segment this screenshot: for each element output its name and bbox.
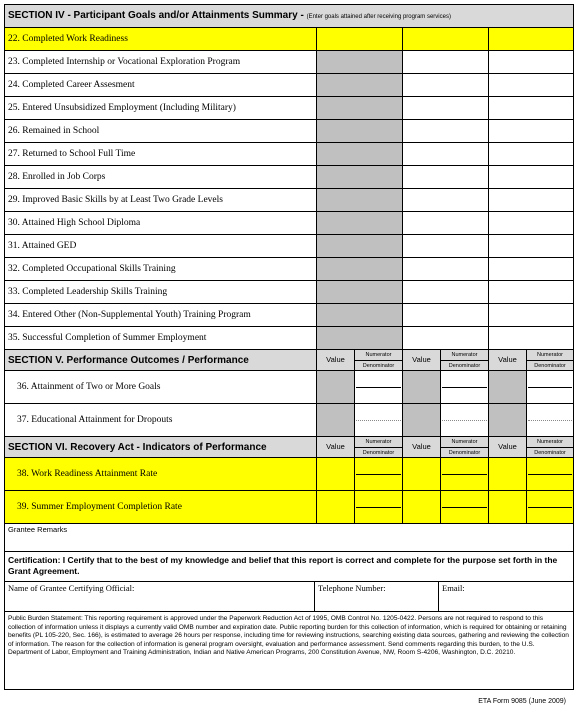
goal-label: 29. Improved Basic Skills by at Least Two Grade Levels — [5, 189, 317, 211]
goal-entry-2[interactable] — [403, 258, 489, 280]
goal-entry-3[interactable] — [489, 327, 573, 349]
section-iv-row — [4, 258, 574, 281]
grantee-remarks-field[interactable] — [4, 524, 574, 552]
numden-header-5: Numerator Denominator — [441, 437, 489, 457]
telephone-label: Telephone Number: — [318, 583, 386, 593]
goal-entry-3[interactable] — [489, 28, 573, 50]
goal-entry-3[interactable] — [489, 97, 573, 119]
section-iv-row — [4, 166, 574, 189]
goal-entry-2[interactable] — [403, 166, 489, 188]
numerator-denominator-field[interactable] — [527, 491, 573, 523]
numerator-denominator-field[interactable] — [355, 491, 403, 523]
grantee-remarks-label: Grantee Remarks — [8, 525, 68, 534]
value-header-1: Value — [317, 350, 355, 370]
section-iv-row — [4, 120, 574, 143]
goal-entry-2[interactable] — [403, 97, 489, 119]
goal-entry-3[interactable] — [489, 51, 573, 73]
section-iv-row — [4, 74, 574, 97]
section-iv-row — [4, 28, 574, 51]
goal-label: 32. Completed Occupational Skills Training — [5, 258, 317, 280]
goal-entry-3[interactable] — [489, 143, 573, 165]
goal-label: 23. Completed Internship or Vocational Exploration Program — [5, 51, 317, 73]
goal-label: 25. Entered Unsubsidized Employment (Including Military) — [5, 97, 317, 119]
measure-label: 39. Summer Employment Completion Rate — [5, 491, 317, 523]
numden-header-2: Numerator Denominator — [441, 350, 489, 370]
value-field[interactable] — [317, 404, 355, 436]
value-field[interactable] — [403, 491, 441, 523]
goal-entry-3[interactable] — [489, 189, 573, 211]
goal-entry-1 — [317, 304, 403, 326]
goal-entry-2[interactable] — [403, 189, 489, 211]
signature-row — [4, 582, 574, 612]
numerator-denominator-field[interactable] — [355, 371, 403, 403]
goal-label: 31. Attained GED — [5, 235, 317, 257]
certification-block — [4, 552, 574, 582]
goal-entry-1 — [317, 258, 403, 280]
report-form — [4, 4, 574, 705]
goal-label: 27. Returned to School Full Time — [5, 143, 317, 165]
official-name-label: Name of Grantee Certifying Official: — [8, 583, 135, 593]
section-iv-row — [4, 327, 574, 350]
section5-row — [4, 371, 574, 404]
value-header-4: Value — [317, 437, 355, 457]
section5-row — [4, 404, 574, 437]
goal-entry-3[interactable] — [489, 212, 573, 234]
value-field[interactable] — [403, 404, 441, 436]
certification-text: Certification: I Certify that to the best of my knowledge and belief that this report is correct and complete for the purpose set forth in the Grant Agreement. — [8, 555, 558, 576]
goal-entry-3[interactable] — [489, 304, 573, 326]
goal-entry-2[interactable] — [403, 235, 489, 257]
section-iv-row — [4, 143, 574, 166]
section-iv-row — [4, 51, 574, 74]
goal-entry-2[interactable] — [403, 74, 489, 96]
value-field[interactable] — [489, 371, 527, 403]
goal-label: 33. Completed Leadership Skills Training — [5, 281, 317, 303]
goal-label: 30. Attained High School Diploma — [5, 212, 317, 234]
goal-label: 28. Enrolled in Job Corps — [5, 166, 317, 188]
numerator-denominator-field[interactable] — [527, 404, 573, 436]
value-header-2: Value — [403, 350, 441, 370]
measure-label: 38. Work Readiness Attainment Rate — [5, 458, 317, 490]
numden-header-4: Numerator Denominator — [355, 437, 403, 457]
goal-entry-2[interactable] — [403, 51, 489, 73]
section-iv-row — [4, 212, 574, 235]
numden-header-3: Numerator Denominator — [527, 350, 573, 370]
section-iv-title: SECTION IV - Participant Goals and/or Attainments Summary - (Enter goals attained after receiving program services) — [8, 10, 451, 21]
goal-entry-3[interactable] — [489, 258, 573, 280]
goal-entry-1[interactable] — [317, 28, 403, 50]
goal-label: 26. Remained in School — [5, 120, 317, 142]
goal-entry-2[interactable] — [403, 28, 489, 50]
measure-label: 36. Attainment of Two or More Goals — [5, 371, 317, 403]
numerator-denominator-field[interactable] — [527, 371, 573, 403]
goal-label: 34. Entered Other (Non-Supplemental Youth) Training Program — [5, 304, 317, 326]
goal-entry-2[interactable] — [403, 304, 489, 326]
section-iv-note: (Enter goals attained after receiving program services) — [306, 14, 451, 20]
form-id: ETA Form 9085 (June 2009) — [478, 698, 566, 705]
value-field[interactable] — [317, 458, 355, 490]
section-v-title: SECTION V. Performance Outcomes / Performance — [8, 355, 249, 366]
section-iv-row — [4, 235, 574, 258]
section-iv-header — [4, 4, 574, 28]
goal-entry-3[interactable] — [489, 74, 573, 96]
goal-entry-3[interactable] — [489, 120, 573, 142]
goal-entry-1 — [317, 51, 403, 73]
value-header-5: Value — [403, 437, 441, 457]
section-vi-header — [4, 437, 574, 458]
goal-entry-2[interactable] — [403, 143, 489, 165]
numerator-denominator-field[interactable] — [355, 458, 403, 490]
value-field[interactable] — [489, 491, 527, 523]
section-iv-row — [4, 304, 574, 327]
section-iv-row — [4, 97, 574, 120]
goal-label: 35. Successful Completion of Summer Employment — [5, 327, 317, 349]
value-field[interactable] — [489, 404, 527, 436]
goal-entry-1 — [317, 281, 403, 303]
goal-entry-1 — [317, 189, 403, 211]
measure-label: 37. Educational Attainment for Dropouts — [5, 404, 317, 436]
goal-entry-3[interactable] — [489, 281, 573, 303]
numden-header-1: Numerator Denominator — [355, 350, 403, 370]
value-field[interactable] — [317, 491, 355, 523]
value-field[interactable] — [489, 458, 527, 490]
section-vi-title: SECTION VI. Recovery Act - Indicators of Performance — [8, 442, 267, 453]
section-iv-row — [4, 189, 574, 212]
section6-row — [4, 458, 574, 491]
numerator-denominator-field[interactable] — [355, 404, 403, 436]
goal-entry-2[interactable] — [403, 120, 489, 142]
value-field[interactable] — [403, 458, 441, 490]
goal-entry-1 — [317, 235, 403, 257]
numerator-denominator-field[interactable] — [527, 458, 573, 490]
email-label: Email: — [442, 583, 465, 593]
goal-entry-1 — [317, 143, 403, 165]
goal-entry-1 — [317, 327, 403, 349]
value-header-6: Value — [489, 437, 527, 457]
goal-entry-3[interactable] — [489, 166, 573, 188]
goal-entry-2[interactable] — [403, 281, 489, 303]
burden-text: Public Burden Statement: This reporting requirement is approved under the Paperwork Reduction Act of 1995, OMB Control No. 1205-0422. Persons are not required to respond to this collection of information unless it displays a currently valid OMB number and expiration date. Public reporting burden for this collection of information, which is required for obtaining or retaining benefits (PL 105-220, Sec. 166), is estimated to average 26 hours per response, including time for reviewing instructions, searching existing data sources, gathering and reviewing the collection of information. The reason for the collection of information is general program oversight, evaluation and performance assessment. Send comments regarding this burden, to the U.S. Department of Labor, Employment and Training Administration, Indian and Native American Programs, 200 Constitution Avenue, NW, Room S-4206, Washington, D.C. 20210. — [8, 615, 569, 657]
official-name-field[interactable] — [5, 582, 315, 611]
burden-statement — [4, 612, 574, 690]
goal-entry-1 — [317, 166, 403, 188]
goal-entry-1 — [317, 212, 403, 234]
section-iv-row — [4, 281, 574, 304]
value-field[interactable] — [317, 371, 355, 403]
goal-entry-1 — [317, 97, 403, 119]
numerator-denominator-field[interactable] — [441, 404, 489, 436]
goal-entry-1 — [317, 74, 403, 96]
numerator-denominator-field[interactable] — [441, 458, 489, 490]
goal-entry-2[interactable] — [403, 327, 489, 349]
value-header-3: Value — [489, 350, 527, 370]
goal-label: 24. Completed Career Assesment — [5, 74, 317, 96]
goal-entry-2[interactable] — [403, 212, 489, 234]
section-v-header — [4, 350, 574, 371]
telephone-field[interactable] — [315, 582, 439, 611]
numerator-denominator-field[interactable] — [441, 371, 489, 403]
numerator-denominator-field[interactable] — [441, 491, 489, 523]
email-field[interactable] — [439, 582, 573, 611]
goal-entry-3[interactable] — [489, 235, 573, 257]
section6-row — [4, 491, 574, 524]
goal-label: 22. Completed Work Readiness — [5, 28, 317, 50]
goal-entry-1 — [317, 120, 403, 142]
value-field[interactable] — [403, 371, 441, 403]
numden-header-6: Numerator Denominator — [527, 437, 573, 457]
